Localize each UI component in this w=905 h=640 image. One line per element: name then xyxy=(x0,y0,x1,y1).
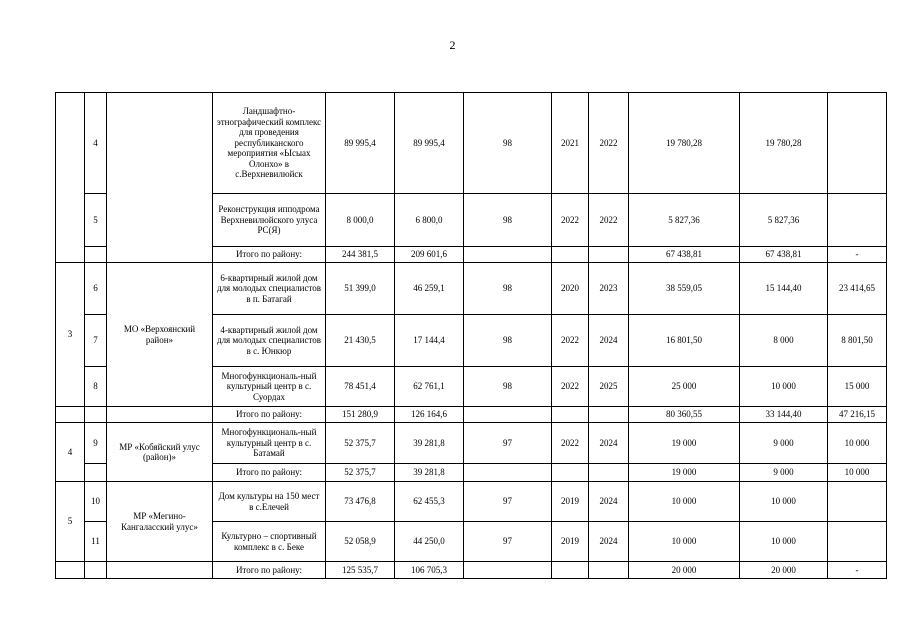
cell-group-number: 5 xyxy=(56,482,85,562)
cell-year-end: 2022 xyxy=(589,93,629,194)
cell-object-name: Культурно – спортивный комплекс в с. Беке xyxy=(213,522,326,562)
cell-cost-smr: 39 281,8 xyxy=(395,423,464,464)
cell-cost-total: 21 430,5 xyxy=(326,315,395,367)
cell-fin-b: 10 000 xyxy=(828,464,887,482)
cell-year-start: 2019 xyxy=(552,522,589,562)
cell-fin-b xyxy=(828,194,887,247)
cell-year-end: 2022 xyxy=(589,194,629,247)
cell-index: 6 xyxy=(85,263,107,315)
cell-year-start xyxy=(552,407,589,423)
cell-cost-smr: 62 761,1 xyxy=(395,367,464,407)
cell-index: 5 xyxy=(85,194,107,247)
cell-year-end: 2024 xyxy=(589,315,629,367)
cell-cost-total: 51 399,0 xyxy=(326,263,395,315)
cell-fin-total: 10 000 xyxy=(629,482,740,522)
cell-fin-a: 10 000 xyxy=(740,522,828,562)
cell-year-end: 2023 xyxy=(589,263,629,315)
cell-cost-total: 125 535,7 xyxy=(326,562,395,579)
cell-fin-b: 15 000 xyxy=(828,367,887,407)
cell-fin-b: - xyxy=(828,247,887,263)
cell-object-name: Многофункциональ-ный культурный центр в с. Батамай xyxy=(213,423,326,464)
cell-cost-smr: 6 800,0 xyxy=(395,194,464,247)
cell-fin-a: 15 144,40 xyxy=(740,263,828,315)
cell-cost-total: 52 375,7 xyxy=(326,464,395,482)
cell-cost-smr: 126 164,6 xyxy=(395,407,464,423)
cell-object-name: Реконструкция ипподрома Верхневилюйского улуса РС(Я) xyxy=(213,194,326,247)
cell-year-start: 2022 xyxy=(552,194,589,247)
cell-fin-a: 20 000 xyxy=(740,562,828,579)
cell-cost-smr: 39 281,8 xyxy=(395,464,464,482)
cell-index xyxy=(85,407,107,423)
cell-year-end xyxy=(589,247,629,263)
cell-year-start: 2021 xyxy=(552,93,589,194)
cell-cost-total: 52 375,7 xyxy=(326,423,395,464)
cell-subtotal-label: Итого по району: xyxy=(213,247,326,263)
cell-index: 10 xyxy=(85,482,107,522)
cell-district xyxy=(107,407,213,423)
cell-cost-smr: 46 259,1 xyxy=(395,263,464,315)
cell-fin-total: 38 559,05 xyxy=(629,263,740,315)
cell-year-end xyxy=(589,464,629,482)
cell-cost-total: 244 381,5 xyxy=(326,247,395,263)
cell-object-name: 6-квартирный жилой дом для молодых специалистов в п. Батагай xyxy=(213,263,326,315)
cell-fin-total: 16 801,50 xyxy=(629,315,740,367)
cell-percent xyxy=(464,562,552,579)
cell-group-number: 3 xyxy=(56,263,85,407)
cell-cost-total: 78 451,4 xyxy=(326,367,395,407)
cell-cost-total: 52 058,9 xyxy=(326,522,395,562)
cell-fin-total: 19 780,28 xyxy=(629,93,740,194)
cell-group-number xyxy=(56,562,85,579)
cell-index: 9 xyxy=(85,423,107,464)
cell-cost-total: 73 476,8 xyxy=(326,482,395,522)
cell-index: 4 xyxy=(85,93,107,194)
cell-fin-b xyxy=(828,522,887,562)
cell-year-start xyxy=(552,562,589,579)
cell-fin-b: 8 801,50 xyxy=(828,315,887,367)
cell-subtotal-label: Итого по району: xyxy=(213,464,326,482)
cell-fin-a: 5 827,36 xyxy=(740,194,828,247)
cell-district: МР «Мегино-Кангаласский улус» xyxy=(107,482,213,562)
cell-cost-total: 151 280,9 xyxy=(326,407,395,423)
cell-year-start xyxy=(552,464,589,482)
cell-year-end: 2024 xyxy=(589,423,629,464)
cell-year-start: 2022 xyxy=(552,423,589,464)
cell-fin-a: 10 000 xyxy=(740,482,828,522)
cell-fin-b xyxy=(828,93,887,194)
cell-district: МР «Кобяйский улус (район)» xyxy=(107,423,213,482)
cell-group-number xyxy=(56,407,85,423)
cell-percent xyxy=(464,247,552,263)
cell-percent: 97 xyxy=(464,423,552,464)
cell-year-start: 2022 xyxy=(552,367,589,407)
cell-index xyxy=(85,464,107,482)
cell-percent xyxy=(464,407,552,423)
table-row xyxy=(56,263,887,315)
cell-fin-b: 10 000 xyxy=(828,423,887,464)
cell-object-name: Дом культуры на 150 мест в с.Елечей xyxy=(213,482,326,522)
cell-percent: 98 xyxy=(464,263,552,315)
cell-percent xyxy=(464,464,552,482)
cell-year-end: 2024 xyxy=(589,522,629,562)
table-row xyxy=(56,482,887,522)
cell-index: 8 xyxy=(85,367,107,407)
cell-year-start: 2019 xyxy=(552,482,589,522)
cell-district: МО «Верхоянский район» xyxy=(107,263,213,407)
cell-object-name: Многофункциональ-ный культурный центр в с. Суордах xyxy=(213,367,326,407)
cell-year-start: 2022 xyxy=(552,315,589,367)
cell-cost-total: 89 995,4 xyxy=(326,93,395,194)
table-row xyxy=(56,93,887,194)
cell-year-start: 2020 xyxy=(552,263,589,315)
cell-index xyxy=(85,247,107,263)
cell-year-end xyxy=(589,407,629,423)
cell-fin-total: 19 000 xyxy=(629,423,740,464)
cell-cost-smr: 17 144,4 xyxy=(395,315,464,367)
cell-index: 7 xyxy=(85,315,107,367)
page-number: 2 xyxy=(449,38,456,52)
cell-fin-b: 23 414,65 xyxy=(828,263,887,315)
subtotal-row xyxy=(56,562,887,579)
cell-percent: 98 xyxy=(464,93,552,194)
cell-fin-b: 47 216,15 xyxy=(828,407,887,423)
cell-fin-b xyxy=(828,482,887,522)
cell-fin-a: 9 000 xyxy=(740,423,828,464)
table-row xyxy=(56,423,887,464)
cell-fin-b: - xyxy=(828,562,887,579)
cell-index: 11 xyxy=(85,522,107,562)
cell-year-end: 2024 xyxy=(589,482,629,522)
cell-year-end xyxy=(589,562,629,579)
cell-fin-total: 5 827,36 xyxy=(629,194,740,247)
cell-fin-a: 19 780,28 xyxy=(740,93,828,194)
cell-cost-smr: 62 455,3 xyxy=(395,482,464,522)
cell-fin-total: 67 438,81 xyxy=(629,247,740,263)
cell-percent: 97 xyxy=(464,482,552,522)
cell-object-name: 4-квартирный жилой дом для молодых специалистов в с. Юнкюр xyxy=(213,315,326,367)
cell-index xyxy=(85,562,107,579)
cell-year-start xyxy=(552,247,589,263)
cell-cost-smr: 209 601,6 xyxy=(395,247,464,263)
cell-percent: 98 xyxy=(464,315,552,367)
objects-table xyxy=(55,92,887,579)
cell-cost-smr: 89 995,4 xyxy=(395,93,464,194)
cell-fin-total: 20 000 xyxy=(629,562,740,579)
cell-object-name: Ландшафтно-этнографический комплекс для проведения республиканского мероприятия «Ысыах Олонхо» в с.Верхневилюйск xyxy=(213,93,326,194)
cell-fin-a: 8 000 xyxy=(740,315,828,367)
cell-cost-smr: 44 250,0 xyxy=(395,522,464,562)
cell-cost-smr: 106 705,3 xyxy=(395,562,464,579)
cell-district xyxy=(107,562,213,579)
cell-subtotal-label: Итого по району: xyxy=(213,562,326,579)
cell-fin-total: 19 000 xyxy=(629,464,740,482)
cell-fin-a: 10 000 xyxy=(740,367,828,407)
cell-group-number: 4 xyxy=(56,423,85,482)
cell-fin-a: 33 144,40 xyxy=(740,407,828,423)
cell-subtotal-label: Итого по району: xyxy=(213,407,326,423)
cell-fin-total: 25 000 xyxy=(629,367,740,407)
cell-percent: 97 xyxy=(464,522,552,562)
cell-fin-total: 10 000 xyxy=(629,522,740,562)
cell-fin-total: 80 360,55 xyxy=(629,407,740,423)
cell-fin-a: 67 438,81 xyxy=(740,247,828,263)
cell-cost-total: 8 000,0 xyxy=(326,194,395,247)
cell-percent: 98 xyxy=(464,194,552,247)
cell-percent: 98 xyxy=(464,367,552,407)
cell-district xyxy=(107,93,213,263)
cell-fin-a: 9 000 xyxy=(740,464,828,482)
subtotal-row xyxy=(56,407,887,423)
cell-year-end: 2025 xyxy=(589,367,629,407)
cell-group-number xyxy=(56,93,85,263)
